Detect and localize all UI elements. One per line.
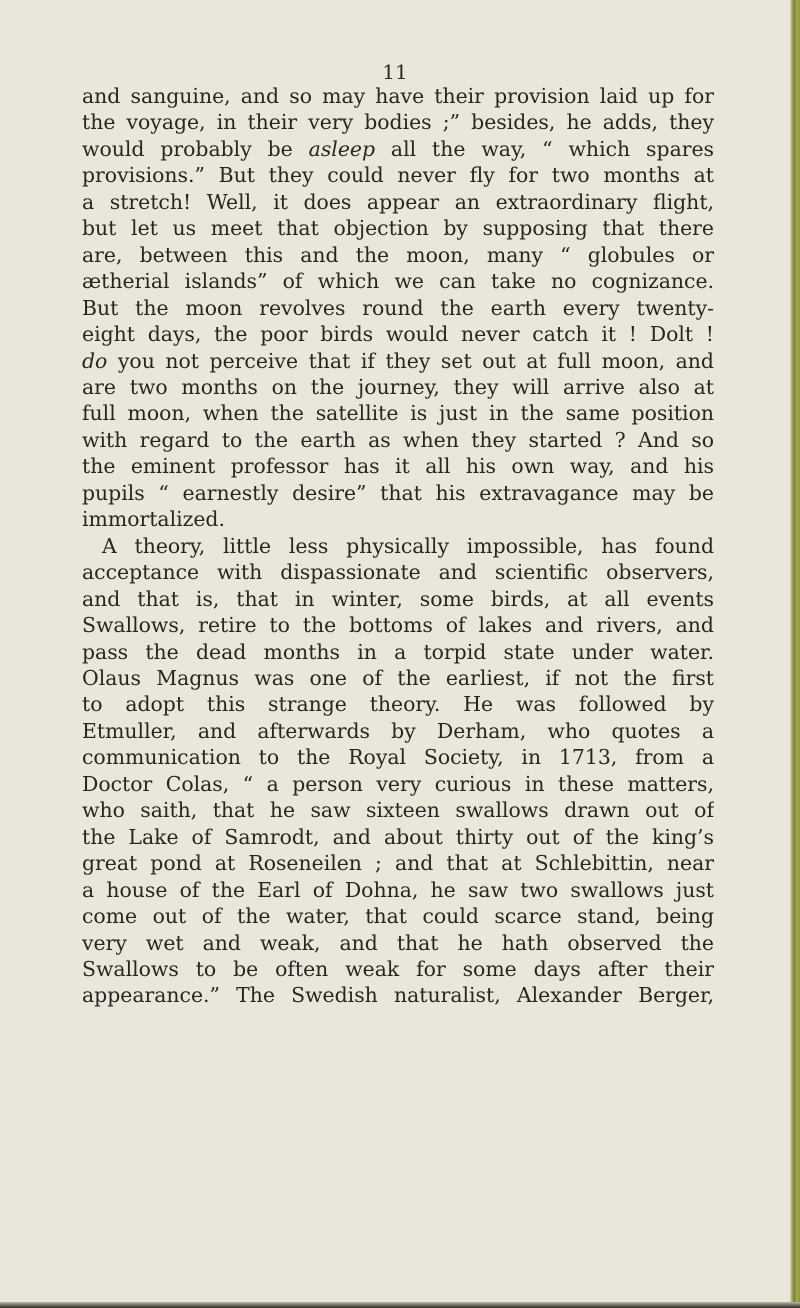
text-line: the voyage, in their very bodies ;” besides, he adds, they — [82, 110, 714, 135]
text-line: would probably be asleep all the way, “ which spares — [82, 136, 714, 161]
text-line: do you not perceive that if they set out at full moon, and — [82, 348, 714, 373]
text-line: great pond at Roseneilen ; and that at Schlebittin, near — [82, 851, 714, 876]
italic-text: asleep — [308, 136, 376, 161]
body-text — [82, 83, 714, 1009]
text-line: and that is, that in winter, some birds, at all events — [82, 586, 714, 611]
text-line: communication to the Royal Society, in 1713, from a — [82, 745, 714, 770]
text-line: a house of the Earl of Dohna, he saw two swallows just — [82, 877, 714, 902]
text-line: A theory, little less physically impossible, has found — [102, 533, 714, 558]
page-number: 11 — [382, 60, 408, 84]
text-line: pass the dead months in a torpid state under water. — [82, 639, 714, 664]
text-line: but let us meet that objection by supposing that there — [82, 216, 714, 241]
text-line: who saith, that he saw sixteen swallows drawn out of — [82, 798, 714, 823]
text-line: and sanguine, and so may have their provision laid up for — [82, 84, 714, 108]
text-line: with regard to the earth as when they started ? And so — [82, 427, 714, 452]
paragraph-2 — [82, 533, 714, 1009]
text-line: a stretch! Well, it does appear an extraordinary flight, — [82, 189, 714, 214]
text-line: to adopt this strange theory. He was followed by — [82, 692, 714, 717]
text-line: very wet and weak, and that he hath observed the — [82, 930, 714, 955]
text-line: provisions.” But they could never fly for two months at — [82, 163, 714, 188]
text-line: appearance.” The Swedish naturalist, Alexander Berger, — [82, 983, 714, 1008]
text-line: are two months on the journey, they will arrive also at — [82, 374, 714, 399]
text-line: pupils “ earnestly desire” that his extravagance may be — [82, 480, 714, 505]
text-line: Olaus Magnus was one of the earliest, if not the first — [82, 665, 714, 690]
italic-text: do — [82, 348, 108, 373]
text-line: Swallows to be often weak for some days after their — [82, 956, 714, 981]
text-line: full moon, when the satellite is just in the same position — [82, 401, 714, 426]
text-line: Doctor Colas, “ a person very curious in these matters, — [82, 771, 714, 796]
text-line: the eminent professor has it all his own way, and his — [82, 454, 714, 479]
text-line: eight days, the poor birds would never catch it ! Dolt ! — [82, 322, 714, 347]
text-line: Etmuller, and afterwards by Derham, who quotes a — [82, 718, 714, 743]
paragraph-1 — [82, 83, 714, 533]
text-line: come out of the water, that could scarce stand, being — [82, 904, 714, 929]
text-line: ætherial islands” of which we can take no cognizance. — [82, 269, 714, 294]
text-line: acceptance with dispassionate and scientific observers, — [82, 560, 714, 585]
text-line: the Lake of Samrodt, and about thirty out of the king’s — [82, 824, 714, 849]
text-line: But the moon revolves round the earth every twenty- — [82, 295, 714, 320]
text-line: are, between this and the moon, many “ globules or — [82, 242, 714, 267]
text-line: immortalized. — [82, 507, 225, 532]
page-right-edge — [790, 0, 800, 1308]
page-bottom-edge — [0, 1302, 800, 1308]
text-line: Swallows, retire to the bottoms of lakes and rivers, and — [82, 613, 714, 638]
